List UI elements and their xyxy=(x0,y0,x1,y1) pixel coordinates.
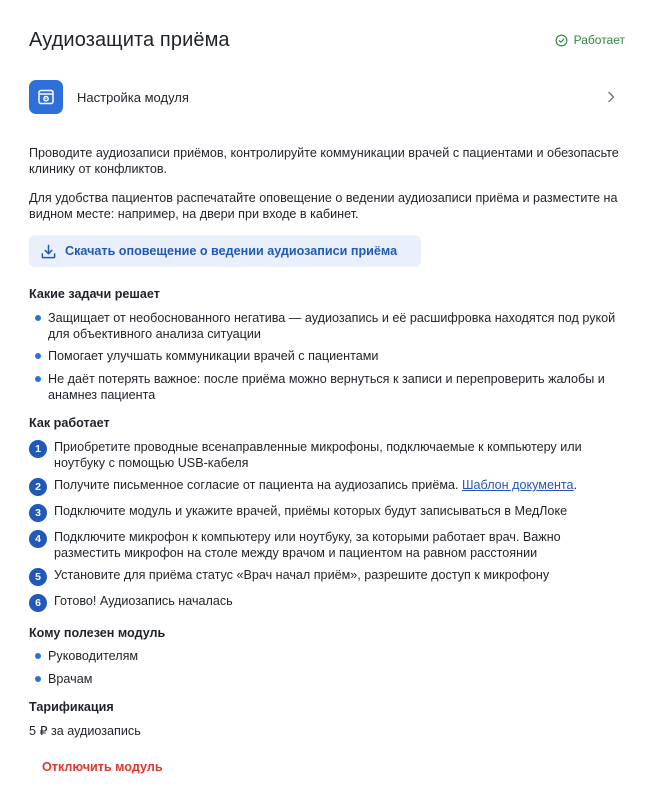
tasks-section-title: Какие задачи решает xyxy=(29,287,160,301)
status-badge xyxy=(555,33,625,47)
step-text: Подключите модуль и укажите врачей, приёмы которых будут записываться в МедЛоке xyxy=(54,504,568,518)
module-settings-icon xyxy=(29,80,63,114)
list-item: Помогает улучшать коммуникации врачей с пациентами xyxy=(35,348,625,364)
step-item xyxy=(29,593,625,612)
list-item: Врачам xyxy=(35,671,625,687)
download-icon xyxy=(40,243,57,260)
gear-icon xyxy=(36,87,56,107)
step-number: 6 xyxy=(29,594,47,612)
step-item xyxy=(29,439,625,471)
audience-section-title: Кому полезен модуль xyxy=(29,626,166,640)
step-text: Готово! Аудиозапись началась xyxy=(54,594,233,608)
step-number: 3 xyxy=(29,504,47,522)
chevron-right-icon xyxy=(605,91,617,103)
step-item xyxy=(29,477,625,496)
disable-module-button[interactable]: Отключить модуль xyxy=(42,760,163,774)
bullet-dot xyxy=(35,376,41,382)
document-template-link[interactable]: Шаблон документа xyxy=(462,478,574,492)
notice-paragraph: Для удобства пациентов распечатайте оповещение о ведении аудиозаписи приёма и разместите на видном месте: например, на двери при входе в кабинет. xyxy=(29,191,618,221)
list-item: Руководителям xyxy=(35,648,625,664)
bullet-dot xyxy=(35,315,41,321)
download-notice-button[interactable] xyxy=(29,235,421,267)
step-number: 4 xyxy=(29,530,47,548)
step-item xyxy=(29,529,625,561)
download-notice-label: Скачать оповещение о ведении аудиозаписи приёма xyxy=(65,244,398,258)
status-label: Работает xyxy=(573,33,625,47)
step-number: 1 xyxy=(29,440,47,458)
bullet-dot xyxy=(35,353,41,359)
step-number: 2 xyxy=(29,478,47,496)
list-item: Не даёт потерять важное: после приёма можно вернуться к записи и перепроверить жалобы и анамнез пациента xyxy=(35,371,625,403)
pricing-value: 5 ₽ за аудиозапись xyxy=(29,724,141,738)
step-item xyxy=(29,503,625,522)
bullet-dot xyxy=(35,653,41,659)
how-section-title: Как работает xyxy=(29,416,110,430)
page-title: Аудиозащита приёма xyxy=(29,28,230,51)
bullet-dot xyxy=(35,676,41,682)
module-settings-row[interactable] xyxy=(29,80,625,114)
step-text: Приобретите проводные всенаправленные микрофоны, подключаемые к компьютеру или ноутбуку с помощью USB-кабеля xyxy=(54,440,582,470)
intro-paragraph: Проводите аудиозаписи приёмов, контролируйте коммуникации врачей с пациентами и обезопасьте клинику от конфликтов. xyxy=(29,146,619,176)
page-header xyxy=(29,27,625,53)
step-text: Подключите микрофон к компьютеру или ноутбуку, за которыми работает врач. Важно разместить микрофон на столе между врачом и пациентом на равном расстоянии xyxy=(54,530,561,560)
pricing-section-title: Тарификация xyxy=(29,700,114,714)
step-text: Получите письменное согласие от пациента на аудиозапись приёма. Шаблон документа. xyxy=(54,478,578,492)
step-item xyxy=(29,567,625,586)
step-number: 5 xyxy=(29,568,47,586)
list-item: Защищает от необоснованного негатива — аудиозапись и её расшифровка находятся под рукой для объективного анализа ситуации xyxy=(35,310,625,342)
module-settings-label: Настройка модуля xyxy=(77,89,189,105)
check-circle-icon xyxy=(555,34,568,47)
step-text: Установите для приёма статус «Врач начал приём», разрешите доступ к микрофону xyxy=(54,568,550,582)
